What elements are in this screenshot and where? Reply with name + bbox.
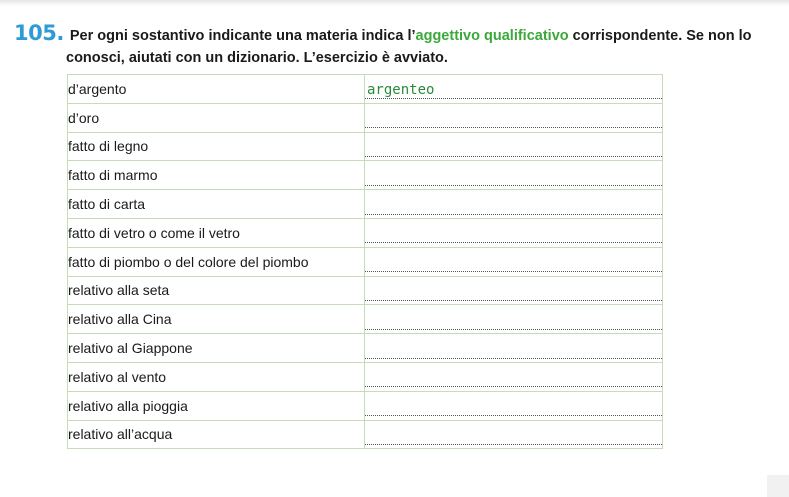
answer-line[interactable] [365, 309, 662, 330]
table-row [68, 161, 663, 190]
row-answer-cell[interactable] [365, 218, 663, 247]
row-term: relativo all’acqua [68, 420, 365, 449]
instruction-line-1 [14, 22, 784, 47]
row-term: relativo alla pioggia [68, 391, 365, 420]
row-term: fatto di legno [68, 132, 365, 161]
row-answer-cell[interactable] [365, 247, 663, 276]
row-answer-cell[interactable] [365, 161, 663, 190]
table-row [68, 132, 663, 161]
row-term: relativo alla Cina [68, 305, 365, 334]
instruction-text-start: Per ogni sostantivo indicante una materia indica l’ [69, 28, 416, 44]
row-term: d’oro [68, 103, 365, 132]
answer-line[interactable] [365, 78, 662, 99]
table-row [68, 391, 663, 420]
answer-line[interactable] [365, 222, 662, 243]
table-row [68, 276, 663, 305]
answer-line[interactable] [365, 165, 662, 186]
answer-line[interactable] [365, 194, 662, 215]
answer-line[interactable] [365, 280, 662, 301]
table-row [68, 362, 663, 391]
corner-decoration [767, 475, 789, 497]
row-answer-cell[interactable] [365, 391, 663, 420]
row-answer-cell[interactable] [365, 103, 663, 132]
row-answer-cell[interactable] [365, 75, 663, 104]
row-answer-cell[interactable] [365, 190, 663, 219]
page-top-edge [0, 0, 789, 6]
table-row [68, 75, 663, 104]
row-answer-cell[interactable] [365, 420, 663, 449]
row-answer-cell[interactable] [365, 362, 663, 391]
instruction-text-end: corrispondente. Se non lo [568, 28, 752, 44]
table-row [68, 103, 663, 132]
row-term: fatto di vetro o come il vetro [68, 218, 365, 247]
table-row [68, 305, 663, 334]
table-row [68, 334, 663, 363]
row-term: fatto di carta [68, 190, 365, 219]
answer-line[interactable] [365, 136, 662, 157]
table-row [68, 218, 663, 247]
row-term: relativo al vento [68, 362, 365, 391]
row-answer-cell[interactable] [365, 305, 663, 334]
instruction-line-2: conosci, aiutati con un dizionario. L’esercizio è avviato. [66, 50, 448, 66]
exercise-table [67, 74, 663, 449]
row-term: fatto di marmo [68, 161, 365, 190]
instruction-highlight: aggettivo qualificativo [415, 28, 569, 44]
exercise-header [14, 22, 784, 69]
row-term: relativo alla seta [68, 276, 365, 305]
table-row [68, 190, 663, 219]
exercise-number: 105. [14, 21, 64, 45]
row-term: fatto di piombo o del colore del piombo [68, 247, 365, 276]
table-row [68, 247, 663, 276]
row-answer: argenteo [367, 82, 435, 99]
answer-line[interactable] [365, 338, 662, 359]
answer-line[interactable] [365, 107, 662, 128]
answer-line[interactable] [365, 251, 662, 272]
answer-line[interactable] [365, 366, 662, 387]
table-row [68, 420, 663, 449]
row-answer-cell[interactable] [365, 132, 663, 161]
row-answer-cell[interactable] [365, 276, 663, 305]
answer-line[interactable] [365, 395, 662, 416]
answer-line[interactable] [365, 424, 662, 445]
row-answer-cell[interactable] [365, 334, 663, 363]
row-term: d’argento [68, 75, 365, 104]
row-term: relativo al Giappone [68, 334, 365, 363]
